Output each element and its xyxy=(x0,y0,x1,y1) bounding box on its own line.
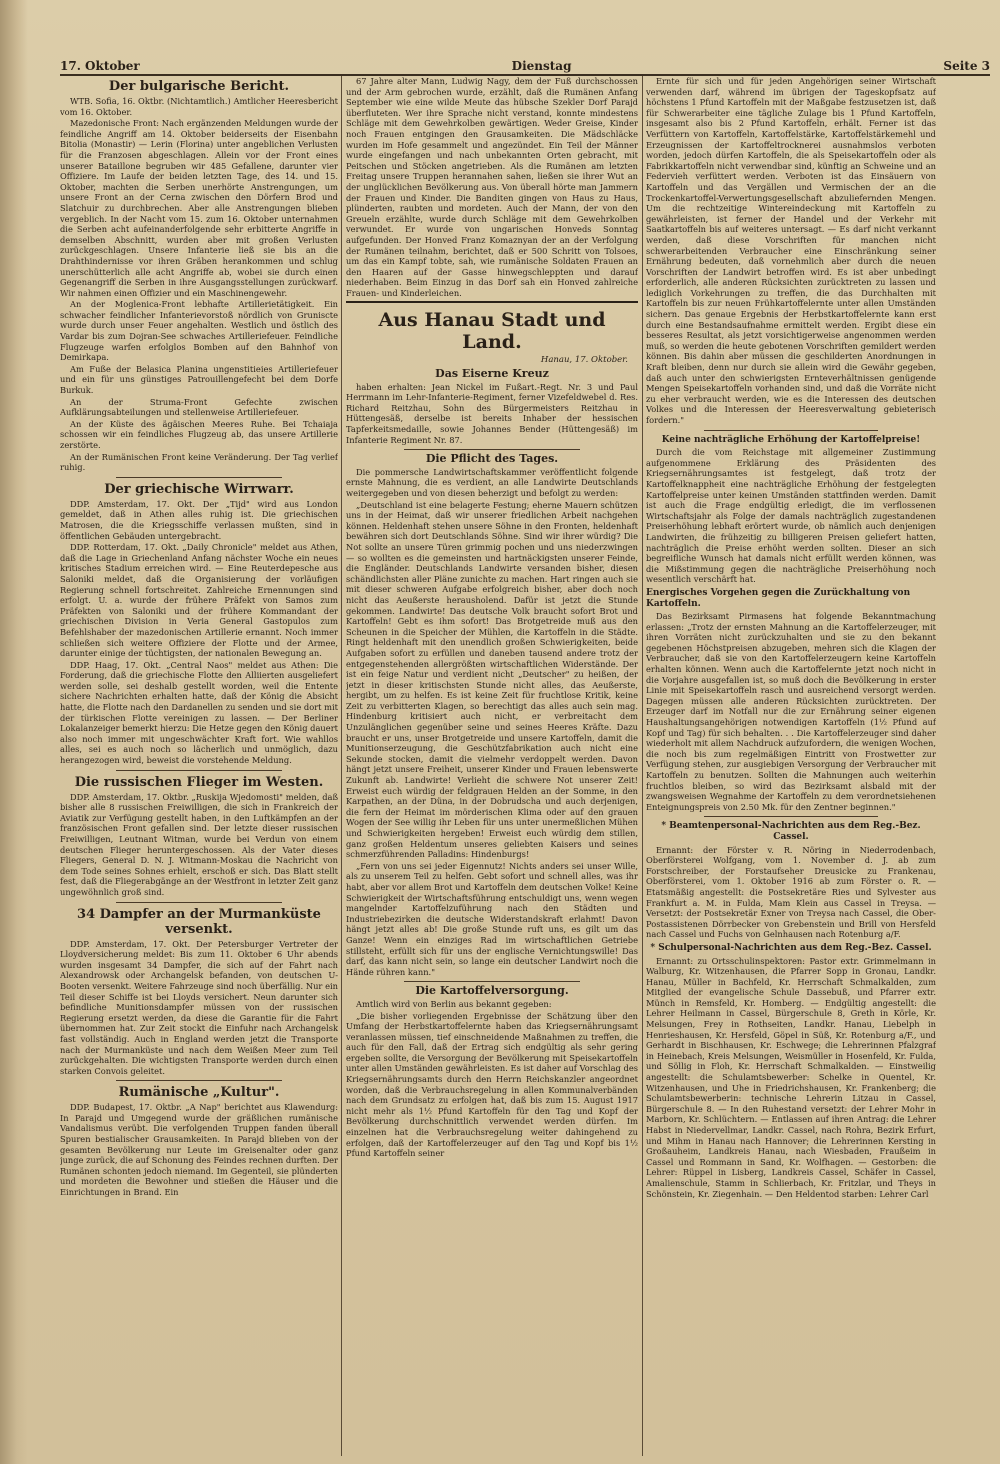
header-weekday: Dienstag xyxy=(511,59,572,73)
article-separator xyxy=(116,902,283,903)
article-separator xyxy=(116,477,283,478)
article-paragraph: haben erhalten: Jean Nickel im Fußart.-Regt. Nr. 3 und Paul Herrmann im Lehr-Infanterie-Regiment, ferner Vizefeldwebel d. Res. Richard Reitzhau, Sohn des Bürgermeisters Reitzhau in Hüttengesäß, derselbe ist bereits Inhaber der hessischen Tapferkeitsmedaille, sowie Johannes Bender (Hüttengesäß) im Infanterie Regiment Nr. 87. xyxy=(346,381,638,445)
article-paragraph: Das Bezirksamt Pirmasens hat folgende Bekanntmachung erlassen: „Trotz der ernsten Mahnung an die Kartoffelerzeuger, mit ihren Vorräten nicht zurückzuhalten und sie zu den bekannt gegebenen Höchstpreisen abzugeben, mehren sich die Klagen der Verbraucher, daß sie von den Kartoffelerzeugern keine Kartoffeln erhalten können. Wenn auch die Kartoffelernte jetzt noch nicht in die Vorjahre ausgefallen ist, so muß doch die Bevölkerung in erster Linie mit Speisekartoffeln rasch und ausreichend versorgt werden. Dagegen müssen alle anderen Rücksichten zurücktreten. Der Erzeuger darf im Notfall nur die zur Ernährung seiner eigenen Haushaltungsangehörigen notwendigen Kartoffeln (1½ Pfund auf Kopf und Tag) für sich behalten. . . Die Kartoffelerzeuger sind daher wiederholt mit allem Nachdruck aufzufordern, die wenigen Wochen, die noch bis zum regelmäßigen Eintritt von Frostwetter zur Verfügung stehen, zur ausgiebigen Versorgung der Verbraucher mit Kartoffeln zu benutzen. Sollten die Mahnungen auch weiterhin fruchtlos bleiben, so wird das Bezirksamt alsbald mit der zwangsweisen Wegnahme der Kartoffeln zu dem verordnetsiehenen Enteignungspreis von 2.50 Mk. für den Zentner beginnen." xyxy=(646,611,936,812)
article-title: Rumänische „Kultur". xyxy=(118,1085,280,1101)
article-separator xyxy=(404,981,579,982)
article-paragraph: Am Fuße der Belasica Planina ungenstitieies Artilleriefeuer und ein für uns günstiges Patrouillengefecht bei dem Dorfe Burkuk. xyxy=(60,363,338,396)
article-paragraph: Ernannt: der Förster v. R. Nöring in Niederrodenbach, Oberförsterei Wolfgang, vom 1. November d. J. ab zum Forstschreiber, der Forstaufseher Dreusicke zu Frankenau, Oberförsterei, vom 1. Oktober 1916 ab zum Förster o. R. — Etatsmäßig angestellt: die Postsekretäre Ries und Sylvester aus Frankfurt a. M. in Fulda, Mam Klein aus Cassel in Treysa. — Versetzt: der Postsekretär Exner von Treysa nach Cassel, die Ober-Postassistenen Dörrbecker von Grebenstein und Brill von Hersfeld nach Cassel und Fuchs von Gelnhausen nach Rotenburg a/F. xyxy=(646,844,936,940)
article-paragraph: Die pommersche Landwirtschaftskammer veröffentlicht folgende ernste Mahnung, die es verdient, an alle Landwirte Deutschlands weitergegeben und von diesen beherzigt und befolgt zu werden: xyxy=(346,466,638,498)
article-title: Der griechische Wirrwarr. xyxy=(104,481,294,497)
article-separator xyxy=(404,449,579,450)
article-title: Die Pflicht des Tages. xyxy=(425,452,559,466)
article-paragraph: DDP. Amsterdam, 17. Oktbr. „Ruskija Wjedomosti" melden, daß bisher alle 8 russischen Freiwilligen, die sich in Frankreich der Aviatik zur Verfügung gestellt haben, in den Luftkämpfen an der französischen Front gefallen sind. Der letzte dieser russischen Freiwilligen, Leutnant Witman, wurde bei Verdun von einem deutschen Flieger heruntergeschossen. Als der Vater dieses Fliegers, General D. N. J. Witmann-Moskau die Nachricht von dem Tode seines Sohnes erhielt, erschoß er sich. Das Blatt stellt fest, daß die Fliegerabgänge an der Westfront in letzter Zeit ganz ungewöhnlich groß sind. xyxy=(60,791,338,897)
article-separator xyxy=(704,430,878,431)
article-title: Keine nachträgliche Erhöhung der Kartoffelpreise! xyxy=(661,434,921,445)
article-paragraph: Mazedonische Front: Nach ergänzenden Meldungen wurde der feindliche Angriff am 14. Oktober beiderseits der Eisenbahn Bitolia (Monastir) — Lerin (Florina) unter angeblichen Verlusten für die Franzosen abgeschlagen. Allein vor der Front eines unserer Bataillone begruben wir 485 Gefallene, darunter vier Offiziere. Im Laufe der beiden letzten Tage, des 14. und 15. Oktober, machten die Serben unerhörte Anstrengungen, um unsere Front an der Cerna zwischen den Dörfern Brod und Slatchuir zu durchbrechen. Aber alle Anstrengungen blieben vergeblich. In der Nacht vom 15. zum 16. Oktober unternahmen die Serben acht aufeinanderfolgende sehr erbitterte Angriffe in demselben Abschnitt, wurden aber mit großen Verlusten zurückgeschlagen. Unsere Infanterie ließ sie bis an die Drahthindernisse vor ihren Gräben herankommen und schlug unerschütterlich alle acht Angriffe ab, wobei sie durch einen Gegenangriff die Serben in ihre Ausgangsstellungen zurückwarf. Wir nahmen einen Offizier und ein Maschinengewehr. xyxy=(60,118,338,298)
column-3 xyxy=(646,76,936,1456)
article-paragraph: „Fern von uns sei jeder Eigennutz! Nichts anders sei unser Wille, als zu unserem Teil zu helfen. Gebt sofort und schnell alles, was ihr habt, aber vor allem Brot und Kartoffeln dem deutschen Volke! Keine Schwierigkeit der Wirtschaftsführung entschuldigt uns, wenn wegen mangelnder Kartoffelzuführung nach den Städten und Industriebezirken die deutsche Widerstandskraft erlahmt! Davon hängt jetzt alles ab! Die große Stunde ruft uns, es gilt um das Ganze! Wenn ein einziges Rad im wirtschaftlichen Getriebe stillsteht, erfüllt sich für uns der englische Vernichtungswille! Das darf, das kann nicht sein, so lange ein deutscher Landwirt noch die Hände rühren kann." xyxy=(346,860,638,977)
header-page-number: Seite 3 xyxy=(943,59,990,73)
section-rule xyxy=(346,301,638,303)
article-title: Energisches Vorgehen gegen die Zurückhaltung von Kartoffeln. xyxy=(646,587,911,609)
article-paragraph: Ernannt: zu Ortsschulinspektoren: Pastor extr. Grimmelmann in Walburg, Kr. Witzenhausen, die Pfarrer Sopp in Gronau, Landkr. Hanau, Müller in Bachfeld, Kr. Herrschaft Schmalkalden, zum Mitglied der evangelische Schule Dassebuß, und Pfarrer extr. Münch in Remsfeld, Kr. Homberg. — Endgültig angestellt: die Lehrer Heilmann in Cassel, Bürgerschule 8, Greth in Körle, Kr. Melsungen, Frey in Rothseiten, Landkr. Hanau, Liebelph in Henrieshausen, Kr. Hersfeld, Göpel in Süß, Kr. Rotenburg a/F., und Gerhardt in Bischhausen, Kr. Eschwege; die Lehrerinnen Pfalzgraf in Heinebach, Kreis Melsungen, Weismüller in Hosenfeld, Kr. Fulda, und Söllig in Floh, Kr. Herrschaft Schmalkalden. — Einstweilig angestellt: die Schulamtsbewerber: Schelke in Quentel, Kr. Witzenhausen, und Uhe in Friedrichshausen, Kr. Frankenberg; die Schulamtsbewerberin: technische Lehrerin Litzau in Cassel, Bürgerschule 8. — In den Ruhestand versetzt: der Lehrer Mohr in Marborn, Kr. Schlüchtern. — Entlassen auf ihren Antrag: die Lehrer Habst in Niedervellmar, Landkr. Cassel, nach Rohra, Bezirk Erfurt, und Mihm in Hanau nach Hannover; die Lehrerinnen Kersting in Großauheim, Landkreis Hanau, nach Wiesbaden, Fraußeim in Cassel und Rommann in Sand, Kr. Wolfhagen. — Gestorben: die Lehrer: Rüppel in Lisberg, Landkreis Cassel, Schäfer in Cassel, Amalienschule, Stamm in Schlierbach, Kr. Fritzlar, und Theys in Schönstein, Kr. Ziegenhain. — Den Heldentod starben: Lehrer Carl xyxy=(646,955,936,1199)
article-title: * Schulpersonal-Nachrichten aus dem Reg.-Bez. Cassel. xyxy=(650,942,932,953)
section-dateline: Hanau, 17. Oktober. xyxy=(540,355,628,366)
article-continuation: 67 Jahre alter Mann, Ludwig Nagy, dem der Fuß durchschossen und der Arm gebrochen wurde, erzählt, daß die Rumänen Anfang September wie eine wilde Meute das hübsche Szekler Dorf Parajd überfluteten. Wer ihre Sprache nicht verstand, konnte mindestens Schläge mit dem Gewehrkolben gewärtigen. Weder Greise, Kinder noch Frauen entgingen den Grausamkeiten. Die Mädschläcke wurden im Hofe gesammelt und angezündet. Ein Teil der Männer wurde eingefangen und nach unbekannten Orten gebracht, mit Peitschen und Stöcken angetrieben. Als die Rumänen am letzten Freitag unsere Truppen herannahen sahen, ließen sie ihrer Wut an der unglücklichen Bevölkerung aus. Von überall hörte man Jammern der Frauen und Kinder. Die Banditen gingen von Haus zu Haus, plünderten, raubten und mordeten. Auch der Mann, der von den Greueln erzählte, wurde durch Schläge mit dem Gewehrkolben verwundet. Er wurde von ungarischen Honveds Sonntag aufgefunden. Der Honved Franz Komaznyan der an der Verfolgung der Rumänen teilnahm, berichtet, daß er 500 Schritt von Tolsoes, um das ein Kampf tobte, sah, wie rumänische Soldaten Frauen an den Haaren auf der Gasse hinwegschleppten und darauf niederhaben. Beim Einzug in das Dorf sah ein Honved zahlreiche Frauen- und Kinderleichen. xyxy=(346,76,638,298)
article-continuation: Ernte für sich und für jeden Angehörigen seiner Wirtschaft verwenden darf, während im übrigen der Tageskopfsatz auf höchstens 1 Pfund Kartoffeln mit der Maßgabe festzusetzen ist, daß für Schwerarbeiter eine tägliche Zulage bis 1 Pfund Kartoffeln, insgesamt also bis 2 Pfund Kartoffeln, erhält. Ferner ist das Verfüttern von Kartoffeln, Kartoffelstärke, Kartoffelstärkemehl und Erzeugnissen der Kartoffeltrocknerei ausnahmslos verboten worden, jedoch dürfen Kartoffeln, die als Speisekartoffeln oder als Fabrikkartoffeln nicht verwendbar sind, künftig an Schweine und an Federvieh verfüttert werden. Verboten ist das Einsäuern von Kartoffeln und das Vergällen und Vermischen der an die Trockenkartoffel-Verwertungsgesellschaft abzuliefernden Mengen. Um die rechtzeitige Wintereindeckung mit Kartoffeln zu gewährleisten, ist ferner der Handel und der Verkehr mit Saatkartoffeln bis auf weiteres untersagt. — Es darf nicht verkannt werden, daß diese Vorschriften für manchen nicht schwerarbeitenden Verbraucher eine Einschränkung seiner Ernährung bedeuten, daß vornehmlich aber durch die neuen Vorschriften der Landwirt betroffen wird. Es ist aber unbedingt erforderlich, alle anderen Rücksichten zurücktreten zu lassen und lediglich Vorkehrungen zu treffen, die das Durchhalten mit Kartoffeln bis zur neuen Frühkartoffelernte unter allen Umständen sichern. Das genaue Ergebnis der Herbstkartoffelernte kann erst durch eine Bestandsaufnahme ermittelt werden. Ergibt diese ein besseres Resultat, als jetzt vorsichtigerweise angenommen werden muß, so werden die heute gebotenen Vorschriften gemildert werden können. Bis dahin aber müssen die geschilderten Anordnungen in Kraft bleiben, denn nur durch sie allein wird die Gewähr gegeben, daß auch unter den schwierigsten Ernteverhältnissen genügende Mengen Speisekartoffeln vorhanden sind, und daß die Vorräte nicht zu eher verbraucht werden, wie es die Interessen des deutschen Volkes und die Interessen der Heeresverwaltung gebieterisch fordern." xyxy=(646,76,936,425)
column-rule xyxy=(642,76,643,1456)
article-paragraph: „Deutschland ist eine belagerte Festung; eherne Mauern schützen uns in der Heimat, daß wir unserer friedlichen Arbeit nachgehen können. Heldenhaft stehen unsere Söhne in den Fronten, heldenhaft bewähren sich dort Deutschlands Söhne. Sind wir ihrer würdig? Die Not sollte an unsere Türen grimmig pochen und uns niederzwingen — so wollten es die gemeinsten und hartnäckigsten unserer Feinde, die Engländer. Deutschlands Landwirte versanden bisher, diesen schändlichsten aller Pläne zunichte zu machen. Hart ringen auch sie mit dieser schweren Aufgabe erfolgreich bisher, aber doch noch nicht das Aeußerste herausholend. Dafür ist jetzt die Stunde gekommen. Landwirte! Das deutsche Volk braucht sofort Brot und Kartoffeln! Gebt es ihm sofort! Das Brotgetreide muß aus den Scheunen in die Speicher der Mühlen, die Kartoffeln in die Städte. Ringt heldenhaft mit den unendlich großen Schwierigkeiten, beide Aufgaben sofort zu erfüllen und daneben tausend andere trotz der entgegenstehenden allergrößten wirtschaftlichen Widerstände. Der ist ein feige Natur und verdient nicht „Deutscher" zu heißen, der jetzt in dieser kritischsten Stunde nicht alles, das Aeußerste, hergibt, um zu helfen. Es ist keine Zeit für fruchtlose Kritik, keine Zeit zu verbitterten Klagen, so berechtigt das alles auch sein mag. Hindenburg kritisiert auch nicht, er verbreitacht dem Unzulänglichen gegenüber seine und seines Heeres Kräfte. Dazu braucht er uns, unser Brotgetreide und unsere Kartoffeln, damit die Munitionserzeugung, die Geschützfabrikation auch nicht eine Sekunde stocken, damit die vielmehr verdoppelt werden. Davon hängt jetzt unsere Freiheit, unserer Kinder und Frauen lebenswerte Zukunft ab. Landwirte! Verlieht die schwere Not unserer Zeit! Erweist euch würdig der feldgrauen Helden an der Somme, in den Karpathen, an der Düna, in der Dobrudscha und auch derjenigen, die fern der Heimat im mörderischen Klima oder auf den grauen Wogen der See willig ihr Leben für uns unter unermeßlichen Mühen und Schwierigkeiten hergeben! Erweist euch würdig dem stillen, ganz großen Heldentum unseres geliebten Kaisers und seines schmerzführenden Palladins: Hindenburgs! xyxy=(346,499,638,860)
article-title: * Beamtenpersonal-Nachrichten aus dem Reg.-Bez. Cassel. xyxy=(661,821,921,842)
article-paragraph: DDP. Haag, 17. Okt. „Central Naos" meldet aus Athen: Die Forderung, daß die griechische Flotte den Alliierten ausgeliefert werden solle, sei deshalb gestellt worden, weil die Entente sichere Nachrichten erhalten hatte, daß der König die Absicht hatte, die Flotte nach den Dardanellen zu senden und sie dort mit der türkischen Flotte vereinigen zu lassen. — Der Berliner Lokalanzeiger bemerkt hierzu: Die Hetze gegen den König dauert also noch immer mit ungeschwächter Kraft fort. Wie wahllos alles, sei es auch noch so lächerlich und unmöglich, dazu herangezogen wird, beweist die vorstehende Meldung. xyxy=(60,659,338,766)
article-paragraph: DDP. Amsterdam, 17. Okt. Der „Tijd" wird aus London gemeldet, daß in Athen alles ruhig ist. Die griechischen Matrosen, die die Kriegsschiffe verlassen mußten, sind in öffentlichen Gebäuden untergebracht. xyxy=(60,498,338,541)
article-title: 34 Dampfer an der Murmanküste versenkt. xyxy=(77,906,321,937)
article-paragraph: Amtlich wird von Berlin aus bekannt gegeben: xyxy=(356,998,552,1009)
article-paragraph: Durch die vom Reichstage mit allgemeiner Zustimmung aufgenommene Erklärung des Präsidenten des Kriegsernährungsamtes ist festgelegt, daß trotz der Kartoffelknappheit eine nachträgliche Erhöhung der festgelegten Kartoffelpreise unter keinen Umständen stattfinden werden. Damit ist auch die Frage endgültig erledigt, die im verflossenen Wirtschaftsjahr als Folge der damals nachträglich zugestandenen Preiserhöhung lebhaft erörtert wurde, ob nämlich auch denjenigen Landwirten, die frühzeitig zu billigeren Preisen geliefert hatten, nachträglich die Preise erhöht werden sollten. Dieser an sich begreifliche Wunsch hat damals nicht erfüllt werden können, was die Mißstimmung gegen die nachträgliche Preiserhöhung noch wesentlich verschärft hat. xyxy=(646,447,936,585)
header-date: 17. Oktober xyxy=(60,59,140,73)
page-header xyxy=(60,58,990,76)
section-title: Aus Hanau Stadt und Land. xyxy=(378,309,606,354)
article-title: Die russischen Flieger im Westen. xyxy=(74,774,324,790)
article-paragraph: An der Struma-Front Gefechte zwischen Aufklärungsabteilungen und stellenweise Artilleriefeuer. xyxy=(60,396,338,418)
article-title: Der bulgarische Bericht. xyxy=(108,79,290,94)
article-paragraph: An der Küste des ägäischen Meeres Ruhe. Bei Tchaiaja schossen wir ein feindliches Flugzeug ab, das unsere Artillerie zerstörte. xyxy=(60,418,338,450)
article-paragraph: An der Rumänischen Front keine Veränderung. Der Tag verlief ruhig. xyxy=(60,451,338,473)
column-2 xyxy=(346,76,638,1456)
article-paragraph: DDP. Budapest, 17. Oktbr. „A Nap" berichtet aus Klawendurg: In Parajd und Umgegend wurde der gräßlichen rumänische Vandalismus verübt. Die verfolgenden Truppen fanden überall Spuren bestialischer Grausamkeiten. In Parajd blieben von der gesamten Bevölkerung nur Leute im Greisenalter oder ganz junge zurück, die auf Schonung des Feindes rechnen durften. Der Rumänen schonten jedoch niemand. Im Gegenteil, sie plünderten und mordeten die Bewohner und stießen die Häuser und die Einrichtungen in Brand. Ein xyxy=(60,1102,338,1198)
article-separator xyxy=(116,770,283,771)
article-paragraph: An der Moglenica-Front lebhafte Artillerietätigkeit. Ein schwacher feindlicher Infanterievorstoß nördlich von Gruniscte wurde durch unser Feuer angehalten. Westlich und östlich des Vardar bis zum Dojran-See schwaches Artilleriefeuer. Feindliche Flugzeuge warfen erfolglos Bomben auf den Bahnhof von Demirkapa. xyxy=(60,299,338,363)
article-paragraph: DDP. Rotterdam, 17. Okt. „Daily Chronicle" meldet aus Athen, daß die Lage in Griechenland Anfang nächster Woche ein neues kritisches Stadium erreichen wird. — Eine Reuterdepesche aus Saloniki meldet, daß die Organisierung der vorläufigen Regierung schnell fortschreitet. Zahlreiche Ernennungen sind erfolgt. U. a. wurde der frühere Präfekt von Samos zum Präfekten von Saloniki und der frühere Kommandant der griechischen Division in Veria General Gastopulos zum Befehlshaber der mazedonischen Artillerie ernannt. Noch immer schließen sich weitere Offiziere der Flotte und der Armee, darunter einige der tüchtigsten, der nationalen Bewegung an. xyxy=(60,542,338,659)
article-separator xyxy=(116,1080,283,1081)
article-paragraph: DDP. Amsterdam, 17. Okt. Der Petersburger Vertreter der Lloydversicherung meldet: Bis zum 11. Oktober 6 Uhr abends wurden insgesamt 34 Dampfer, die sich auf der Fahrt nach Alexandrowsk oder Archangelsk befanden, von deutschen U-Booten versenkt. Weitere Fahrzeuge sind noch überfällig. Nur ein Teil dieser Schiffe ist bei Lloyds versichert. Neun darunter sich befindliche Munitionsdampfer müssen von der russischen Regierung ersetzt werden, da diese die Garantie für die Fahrt übernommen hat. Zur Zeit stockt die Einfuhr nach Archangelsk fast vollständig. Auch in England werden jetzt die Transporte nach der Murmanküste und nach dem Weißen Meer zum Teil zurückgehalten. Die wichtigsten Transporte werden durch einen starken Convois geleitet. xyxy=(60,938,338,1076)
column-rule xyxy=(341,76,342,1456)
article-paragraph: „Die bisher vorliegenden Ergebnisse der Schätzung über den Umfang der Herbstkartoffelernte haben das Kriegsernährungsamt veranlassen müssen, tief einschneidende Maßnahmen zu treffen, die auch für den Fall, daß der Ertrag sich endgültig als sehr gering ergeben sollte, die Versorgung der Bevölkerung mit Speisekartoffeln unter allen Umständen gewährleisten. Es ist daher auf Vorschlag des Kriegsernährungsamts durch den Herrn Reichskanzler angeordnet worden, daß die Verbrauchsregelung in allen Kommunalverbänden nach dem Grundsatz zu erfolgen hat, daß bis zum 15. August 1917 nicht mehr als 1½ Pfund Kartoffeln für den Tag und Kopf der Bevölkerung durchschnittlich verwendet werden dürfen. Im einzelnen hat die Verbrauchsregelung weiter dahingehend zu erfolgen, daß der Kartoffelerzeuger auf den Tag und Kopf bis 1½ Pfund Kartoffeln seiner xyxy=(346,1010,638,1159)
article-separator xyxy=(704,816,878,817)
column-1 xyxy=(60,76,338,1456)
binding-fold-shadow xyxy=(0,0,28,1464)
article-paragraph: WTB. Sofia, 16. Oktbr. (Nichtamtlich.) Amtlicher Heeresbericht vom 16. Oktober. xyxy=(60,96,338,117)
article-title: Die Kartoffelversorgung. xyxy=(415,984,569,998)
article-title: Das Eiserne Kreuz xyxy=(435,367,549,381)
